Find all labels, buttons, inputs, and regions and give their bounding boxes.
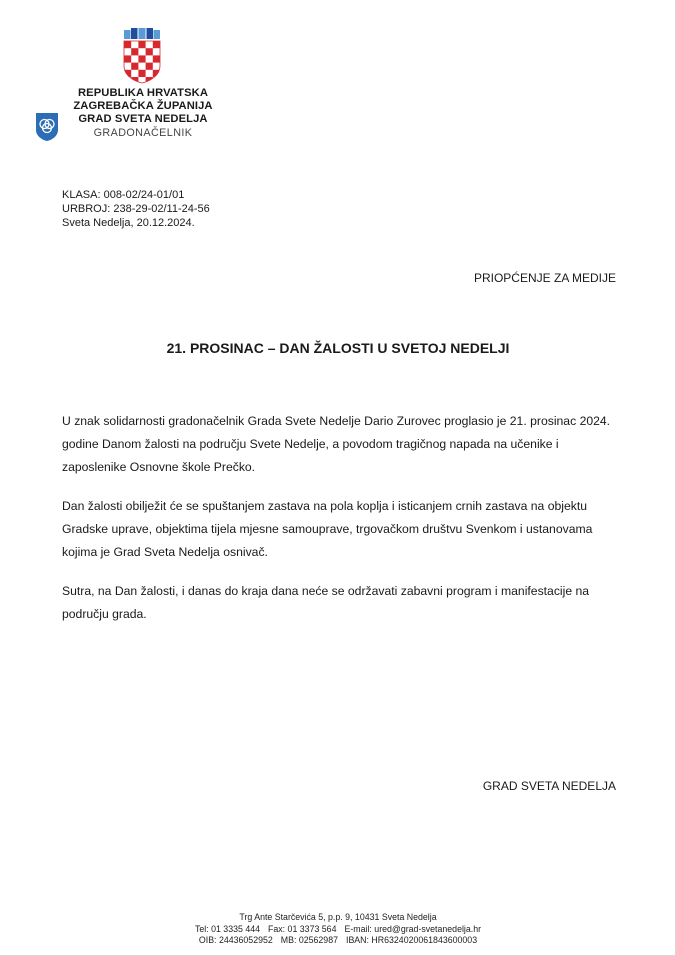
footer-mb: MB: 02562987 xyxy=(280,935,338,945)
meta-urbroj: URBROJ: 238-29-02/11-24-56 xyxy=(62,203,210,215)
croatian-coat-of-arms-icon xyxy=(123,28,161,84)
footer-iban: IBAN: HR6324020061843600003 xyxy=(346,935,478,945)
press-release-label: PRIOPĆENJE ZA MEDIJE xyxy=(473,271,616,285)
document-title: 21. PROSINAC – DAN ŽALOSTI U SVETOJ NEDELJI xyxy=(166,340,510,356)
meta-place-date: Sveta Nedelja, 20.12.2024. xyxy=(62,217,195,229)
footer-ids xyxy=(0,935,676,947)
coat-crown xyxy=(124,28,160,39)
paragraph-1: U znak solidarnosti gradonačelnik Grada Svete Nedelje Dario Zurovec proglasio je 21. prosinac 2024. godine Danom žalosti na području Svete Nedelje, a povodom tragičnog napada na učenike i zaposlenike Osnovne škole Prečko. xyxy=(62,414,611,474)
header-office: GRADONAČELNIK xyxy=(93,127,193,139)
city-seal-icon xyxy=(35,112,59,142)
header-country: REPUBLIKA HRVATSKA xyxy=(77,87,209,99)
document-body xyxy=(62,410,620,642)
meta-klasa: KLASA: 008-02/24-01/01 xyxy=(62,189,185,201)
paragraph-2: Dan žalosti obilježit će se spuštanjem zastava na pola koplja i isticanjem crnih zastava na objektu Gradske uprave, objektima tijela mjesne samouprave, trgovačkom društvu Svenkom i ustanovama kojima je Grad Sveta Nedelja osnivač. xyxy=(62,499,593,559)
footer-email: E-mail: ured@grad-svetanedelja.hr xyxy=(344,923,482,934)
footer-fax: Fax: 01 3373 564 xyxy=(268,923,337,934)
footer xyxy=(0,912,676,947)
footer-oib: OIB: 24436052952 xyxy=(198,935,273,945)
paragraph-3: Sutra, na Dan žalosti, i danas do kraja dana neće se održavati zabavni program i manifestacije na području grada. xyxy=(62,584,590,621)
signature: GRAD SVETA NEDELJA xyxy=(482,779,616,793)
header-county: ZAGREBAČKA ŽUPANIJA xyxy=(73,100,213,112)
footer-tel: Tel: 01 3335 444 xyxy=(194,923,260,934)
footer-contact xyxy=(0,924,676,936)
coat-shield xyxy=(123,41,161,84)
footer-address: Trg Ante Starčevića 5, p.p. 9, 10431 Sveta Nedelja xyxy=(239,912,437,922)
document-meta xyxy=(62,188,210,230)
institution-header xyxy=(60,87,226,140)
header-city: GRAD SVETA NEDELJA xyxy=(78,113,208,125)
